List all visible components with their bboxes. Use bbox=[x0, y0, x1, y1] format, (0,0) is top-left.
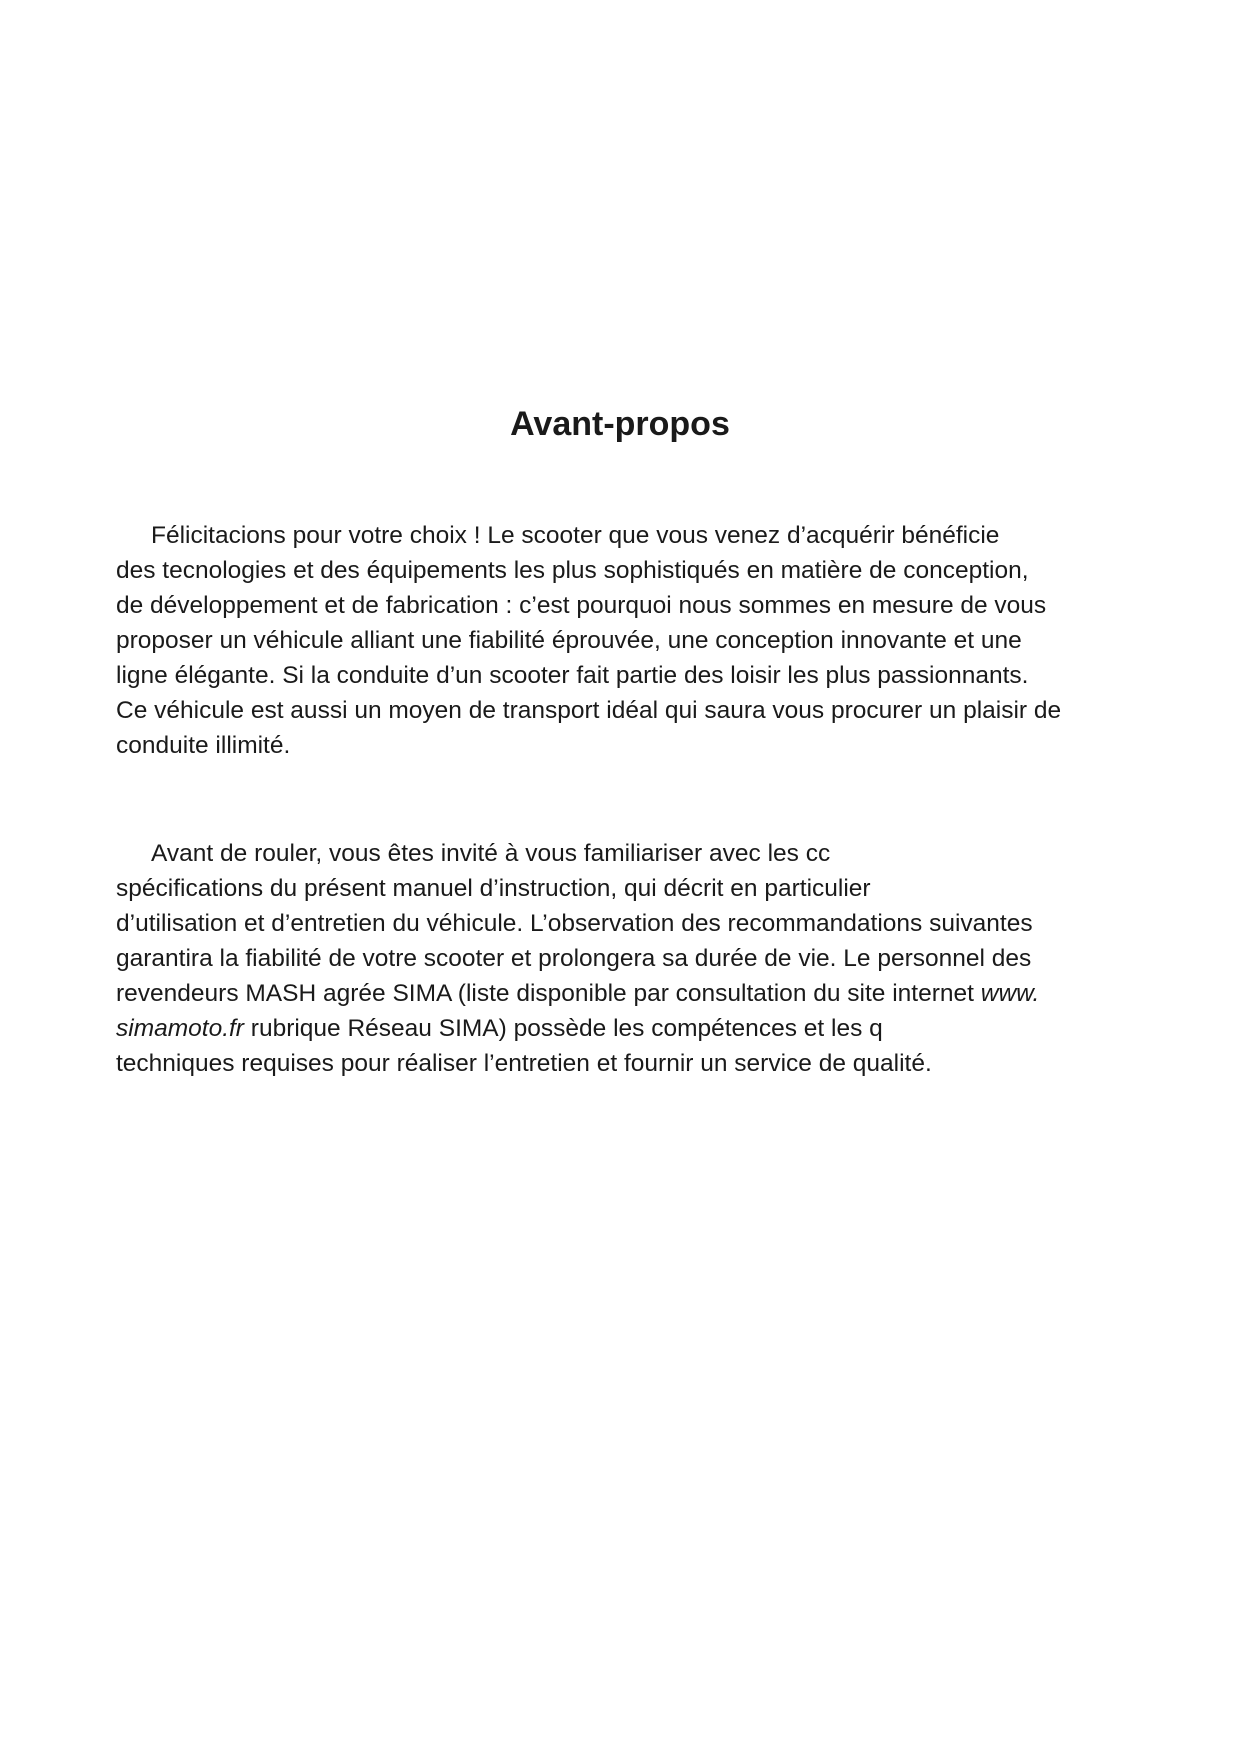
paragraph-instructions bbox=[116, 836, 1201, 1081]
word: possède bbox=[513, 1015, 607, 1042]
word: du bbox=[269, 875, 298, 902]
word: présent bbox=[303, 875, 386, 902]
paragraph-line: techniques requises pour réaliser l’entretien et fournir un service de qualité. bbox=[116, 1050, 932, 1077]
word-cut: q bbox=[869, 1015, 883, 1042]
paragraph-line: ligne élégante. Si la conduite d’un scooter fait partie des loisir les plus passionnants. bbox=[116, 662, 1029, 689]
word: invité bbox=[440, 840, 498, 867]
word: êtes bbox=[387, 840, 434, 867]
justified-line-6 bbox=[116, 1011, 1201, 1046]
website-link-end: simamoto.fr bbox=[116, 1015, 244, 1042]
word: compétences bbox=[651, 1015, 797, 1042]
word: et bbox=[803, 1015, 825, 1042]
word-cut: cc bbox=[805, 840, 831, 867]
word: vous bbox=[525, 840, 577, 867]
word: rubrique bbox=[250, 1015, 341, 1042]
word: décrit bbox=[663, 875, 724, 902]
paragraph-line: d’utilisation et d’entretien du véhicule. L’observation des recommandations suivantes bbox=[116, 910, 1033, 937]
website-link-start: www. bbox=[980, 980, 1040, 1007]
word: d’instruction, bbox=[479, 875, 618, 902]
word: qui bbox=[624, 875, 657, 902]
word: vous bbox=[329, 840, 381, 867]
paragraph-line: Félicitacions pour votre choix ! Le scooter que vous venez d’acquérir bénéficie bbox=[151, 522, 1000, 549]
word: les bbox=[831, 1015, 863, 1042]
paragraph-line: de développement et de fabrication : c’est pourquoi nous sommes en mesure de vous bbox=[116, 592, 1047, 619]
paragraph-line: Ce véhicule est aussi un moyen de transport idéal qui saura vous procurer un plaisir de bbox=[116, 697, 1062, 724]
paragraph-line: des tecnologies et des équipements les plus sophistiqués en matière de conception, bbox=[116, 557, 1029, 584]
word: rouler, bbox=[254, 840, 323, 867]
justified-line-2 bbox=[116, 871, 1201, 906]
word: les bbox=[767, 840, 799, 867]
word: Réseau bbox=[347, 1015, 432, 1042]
word: manuel bbox=[392, 875, 473, 902]
word: SIMA) bbox=[438, 1015, 507, 1042]
word: à bbox=[504, 840, 519, 867]
justified-line-1 bbox=[116, 836, 1201, 871]
paragraph-line: proposer un véhicule alliant une fiabilité éprouvée, une conception innovante et une bbox=[116, 627, 1022, 654]
paragraph-intro bbox=[116, 518, 1201, 763]
word: familiariser bbox=[583, 840, 703, 867]
page-title: Avant-propos bbox=[510, 405, 730, 443]
word: en bbox=[730, 875, 758, 902]
word: spécifications bbox=[116, 875, 264, 902]
paragraph-line: garantira la fiabilité de votre scooter et prolongera sa durée de vie. Le personnel des bbox=[116, 945, 1032, 972]
line-text: revendeurs MASH agrée SIMA (liste disponible par consultation du site internet bbox=[116, 980, 981, 1007]
word: Avant bbox=[151, 840, 214, 867]
paragraph-line: conduite illimité. bbox=[116, 732, 291, 759]
word: avec bbox=[709, 840, 761, 867]
paragraph-line bbox=[116, 976, 1201, 1011]
word: les bbox=[613, 1015, 645, 1042]
word: de bbox=[220, 840, 248, 867]
word: particulier bbox=[764, 875, 871, 902]
